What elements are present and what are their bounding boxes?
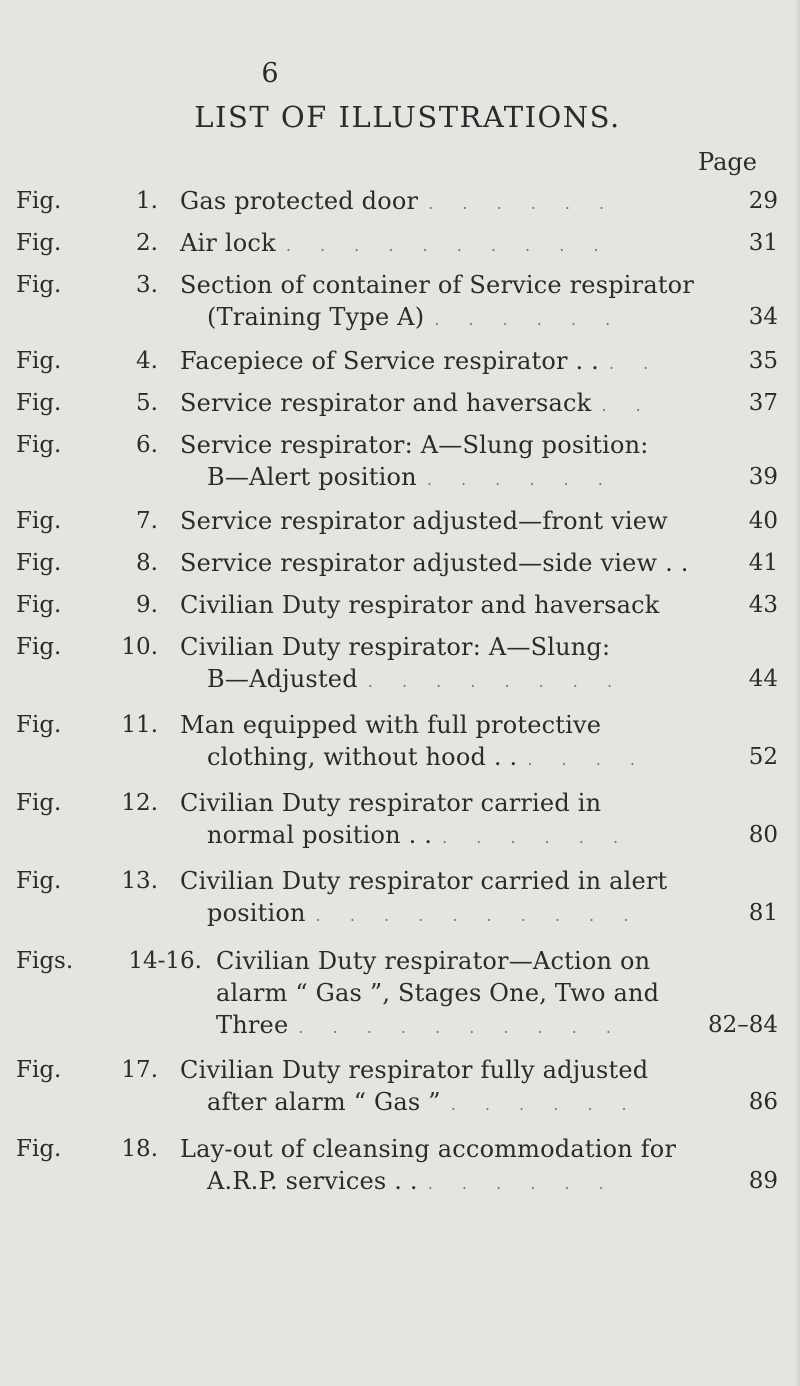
page-ref: 37 <box>748 390 778 416</box>
fig-description: Service respirator: A—Slung position: B—Alert position . . . . . . <box>180 431 649 491</box>
fig-number: 18. <box>121 1136 158 1162</box>
fig-number: 12. <box>121 790 158 816</box>
fig-number: 9. <box>136 592 158 618</box>
fig-description: Civilian Duty respirator: A—Slung: B—Adjusted . . . . . . . . <box>180 633 625 693</box>
page-ref: 41 <box>748 550 778 576</box>
fig-description: Service respirator adjusted—front view <box>180 507 668 535</box>
page-ref: 82–84 <box>707 1012 778 1038</box>
fig-label: Fig. <box>16 592 62 618</box>
fig-number: 14-16. <box>128 948 202 974</box>
page-column-header: Page <box>698 148 757 176</box>
page-ref: 44 <box>748 666 778 692</box>
fig-number: 8. <box>136 550 158 576</box>
fig-label: Fig. <box>16 272 62 298</box>
page-ref: 89 <box>748 1168 778 1194</box>
page-title: LIST OF ILLUSTRATIONS. <box>194 100 621 134</box>
fig-label: Fig. <box>16 432 62 458</box>
page-ref: 80 <box>748 822 778 848</box>
page-ref: 40 <box>748 508 778 534</box>
fig-number: 13. <box>121 868 158 894</box>
fig-number: 6. <box>136 432 158 458</box>
fig-description: Facepiece of Service respirator . . . . <box>180 347 661 375</box>
fig-label: Fig. <box>16 712 62 738</box>
fig-number: 2. <box>136 230 158 256</box>
fig-description: Service respirator and haversack . . <box>180 389 653 417</box>
fig-description: Civilian Duty respirator—Action on alarm “ Gas ”, Stages One, Two and Three . . . . . . . . . . <box>216 947 660 1039</box>
page-number: 6 <box>261 58 279 89</box>
fig-label: Fig. <box>16 230 62 256</box>
page-ref: 31 <box>748 230 778 256</box>
fig-label: Fig. <box>16 634 62 660</box>
fig-label: Fig. <box>16 390 62 416</box>
page-ref: 86 <box>748 1089 778 1115</box>
fig-description: Air lock . . . . . . . . . . <box>180 229 611 257</box>
fig-number: 7. <box>136 508 158 534</box>
fig-description: Civilian Duty respirator carried in alert position . . . . . . . . . . <box>180 867 668 927</box>
fig-label: Fig. <box>16 790 62 816</box>
fig-label: Figs. <box>16 948 74 974</box>
fig-label: Fig. <box>16 1057 62 1083</box>
fig-number: 1. <box>136 188 158 214</box>
fig-label: Fig. <box>16 550 62 576</box>
page-edge-shadow <box>794 0 800 1386</box>
fig-number: 10. <box>121 634 158 660</box>
fig-description: Man equipped with full protective clothing, without hood . . . . . . <box>180 711 647 771</box>
page-ref: 43 <box>748 592 778 618</box>
fig-label: Fig. <box>16 868 62 894</box>
fig-label: Fig. <box>16 1136 62 1162</box>
fig-number: 17. <box>121 1057 158 1083</box>
fig-description: Gas protected door . . . . . . <box>180 187 617 215</box>
fig-number: 4. <box>136 348 158 374</box>
fig-description: Civilian Duty respirator fully adjusted after alarm “ Gas ” . . . . . . <box>180 1056 649 1116</box>
fig-label: Fig. <box>16 508 62 534</box>
fig-label: Fig. <box>16 348 62 374</box>
page-ref: 34 <box>748 304 778 330</box>
page-ref: 29 <box>748 188 778 214</box>
fig-label: Fig. <box>16 188 62 214</box>
page-ref: 39 <box>748 464 778 490</box>
fig-description: Civilian Duty respirator and haversack <box>180 591 660 619</box>
fig-description: Civilian Duty respirator carried in normal position . . . . . . . . <box>180 789 631 849</box>
page-ref: 52 <box>748 744 778 770</box>
fig-number: 11. <box>121 712 158 738</box>
fig-number: 5. <box>136 390 158 416</box>
fig-description: Lay-out of cleansing accommodation for A.R.P. services . . . . . . . . <box>180 1135 677 1195</box>
fig-description: Service respirator adjusted—side view . . <box>180 549 689 577</box>
page-ref: 81 <box>748 900 778 926</box>
page-ref: 35 <box>748 348 778 374</box>
fig-number: 3. <box>136 272 158 298</box>
fig-description: Section of container of Service respirator (Training Type A) . . . . . . <box>180 271 695 331</box>
